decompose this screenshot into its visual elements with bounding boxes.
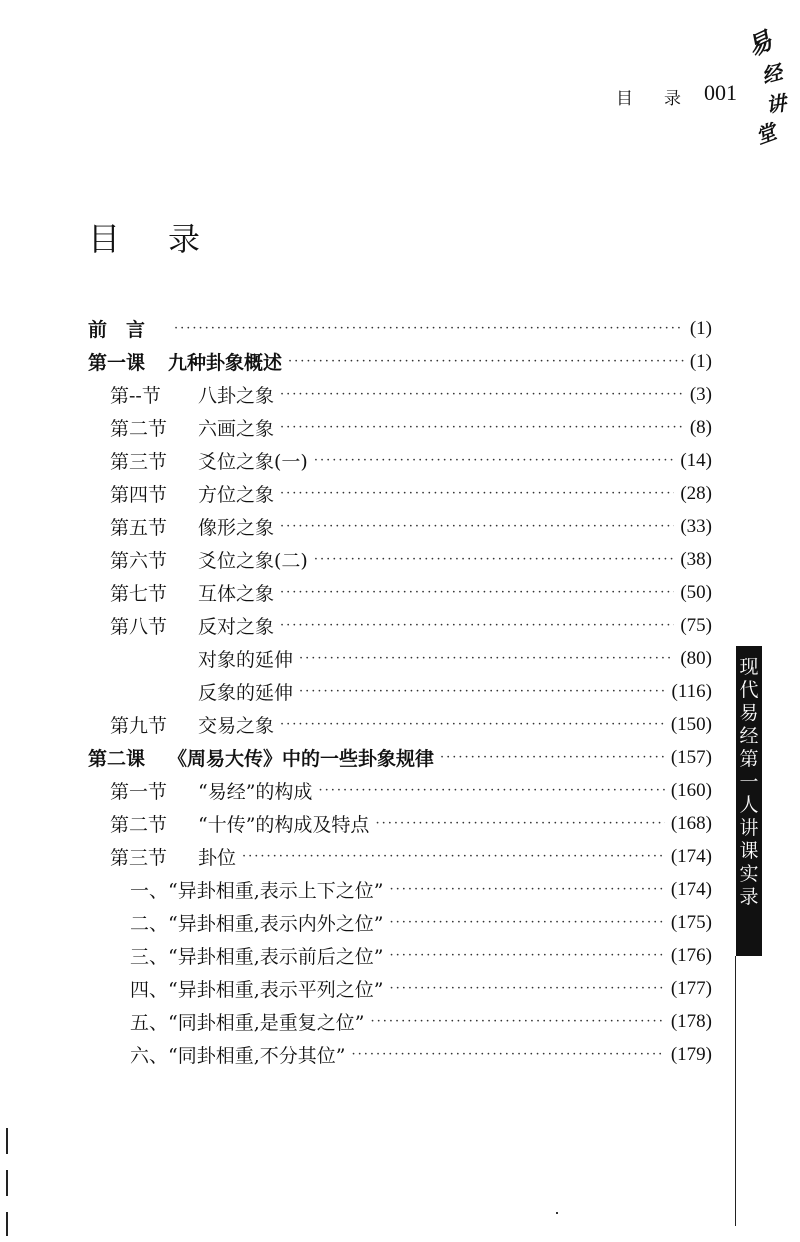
- running-header-label: 目: [616, 89, 633, 109]
- side-banner-char: 现: [739, 656, 759, 678]
- leader-dots: [280, 717, 665, 732]
- margin-mark: [6, 1212, 8, 1236]
- toc-page-number: (80): [680, 647, 712, 669]
- side-banner-char: 易: [739, 702, 759, 724]
- side-banner-char: 实: [739, 863, 759, 885]
- toc-page-number: (33): [680, 515, 712, 537]
- side-banner-char: 第: [739, 748, 759, 770]
- leader-dots: [280, 420, 684, 435]
- toc-entry-title: 六画之象: [198, 418, 275, 440]
- toc-section-number: 第五节: [110, 517, 168, 539]
- toc-entry: [88, 345, 712, 378]
- running-header-label: 录: [664, 89, 681, 109]
- toc-entry: [130, 1005, 712, 1038]
- toc-page-number: (1): [689, 317, 712, 339]
- leader-dots: [389, 948, 664, 963]
- toc-entry: [110, 840, 712, 873]
- toc-entry: [110, 708, 712, 741]
- title-char: 录: [168, 220, 203, 258]
- toc-entry-title: 八卦之象: [198, 385, 275, 407]
- toc-section-number: 第一节: [110, 781, 168, 803]
- leader-dots: [389, 882, 664, 897]
- toc-page-number: (168): [670, 812, 712, 834]
- toc-entry: [130, 1038, 712, 1071]
- toc-entry-title: “易经”的构成: [198, 781, 313, 803]
- toc-page-number: (177): [670, 977, 712, 999]
- toc-entry: [130, 939, 712, 972]
- side-banner-char: 课: [739, 840, 759, 862]
- toc-entry-title: 爻位之象(二): [198, 550, 308, 572]
- toc-entry-title: 反象的延伸: [198, 682, 294, 704]
- leader-dots: [288, 354, 684, 369]
- toc-page-number: (1): [689, 350, 712, 372]
- toc-section-number: 第四节: [110, 484, 168, 506]
- toc-entry: [198, 675, 712, 708]
- toc-entry-title: 交易之象: [198, 715, 275, 737]
- toc-section-number: 第二节: [110, 418, 168, 440]
- leader-dots: [280, 519, 674, 534]
- toc-section-number: 第一课: [88, 352, 146, 374]
- toc-entry-title: 反对之象: [198, 616, 275, 638]
- side-banner-char: 录: [739, 886, 759, 908]
- leader-dots: [389, 981, 664, 996]
- toc-entry: [110, 477, 712, 510]
- toc-entry: [130, 906, 712, 939]
- toc-section-number: 第八节: [110, 616, 168, 638]
- page-number: 001: [704, 80, 737, 105]
- toc-entry: [110, 576, 712, 609]
- leader-dots: [174, 321, 684, 336]
- logo-char: 讲: [764, 90, 788, 118]
- toc-section-number: 第六节: [110, 550, 168, 572]
- side-banner: [736, 646, 762, 956]
- leader-dots: [299, 651, 674, 666]
- toc-entry: [110, 609, 712, 642]
- toc-entry: [110, 444, 712, 477]
- toc-entry-title: 像形之象: [198, 517, 275, 539]
- toc-section-number: 第七节: [110, 583, 168, 605]
- toc-entry-title: 互体之象: [198, 583, 275, 605]
- toc-page-number: (174): [670, 845, 712, 867]
- toc-entry: [198, 642, 712, 675]
- side-banner-char: 一: [739, 771, 759, 793]
- margin-mark: [6, 1128, 8, 1154]
- side-rule: [735, 956, 736, 1226]
- toc-entry: [130, 972, 712, 1005]
- toc-page-number: (176): [670, 944, 712, 966]
- toc-section-number: 前 言: [88, 319, 146, 341]
- toc-page-number: (116): [671, 680, 712, 702]
- margin-mark: [6, 1170, 8, 1196]
- toc-section-number: 第二节: [110, 814, 168, 836]
- side-banner-char: 代: [739, 679, 759, 701]
- toc-section-number: 第九节: [110, 715, 168, 737]
- toc-entry-title: 一、“异卦相重,表示上下之位”: [130, 880, 384, 902]
- toc-page-number: (157): [670, 746, 712, 768]
- toc-entry: [110, 510, 712, 543]
- toc-page-number: (3): [689, 383, 712, 405]
- logo-char: 易: [742, 25, 777, 62]
- leader-dots: [242, 849, 665, 864]
- leader-dots: [314, 453, 675, 468]
- leader-dots: [375, 816, 664, 831]
- toc-section-number: 第三节: [110, 847, 168, 869]
- toc-section-number: 第--节: [110, 385, 161, 407]
- toc-page-number: (179): [670, 1043, 712, 1065]
- toc-page-number: (175): [670, 911, 712, 933]
- toc-page-number: (75): [680, 614, 712, 636]
- toc-entry: [110, 543, 712, 576]
- leader-dots: [440, 750, 665, 765]
- toc-page-number: (174): [670, 878, 712, 900]
- toc-entry-title: 九种卦象概述: [168, 352, 283, 374]
- toc-entry-title: 对象的延伸: [198, 649, 294, 671]
- toc-entry: [110, 411, 712, 444]
- toc-entry-title: 三、“异卦相重,表示前后之位”: [130, 946, 384, 968]
- toc-entry: [110, 807, 712, 840]
- toc-entry-title: 二、“异卦相重,表示内外之位”: [130, 913, 384, 935]
- leader-dots: [318, 783, 664, 798]
- toc-entry-title: 五、“同卦相重,是重复之位”: [130, 1012, 365, 1034]
- toc-entry-title: 四、“异卦相重,表示平列之位”: [130, 979, 384, 1001]
- toc-page-number: (8): [689, 416, 712, 438]
- toc-entry: [110, 378, 712, 411]
- speck: [556, 1212, 558, 1214]
- toc-entry-title: 《周易大传》中的一些卦象规律: [168, 748, 435, 770]
- toc-page-number: (160): [670, 779, 712, 801]
- toc-page-number: (38): [680, 548, 712, 570]
- leader-dots: [389, 915, 664, 930]
- toc-entry-title: 卦位: [198, 847, 237, 869]
- corner-logo: [742, 25, 794, 155]
- toc-entry-title: 六、“同卦相重,不分其位”: [130, 1045, 346, 1067]
- toc-entry-title: 爻位之象(一): [198, 451, 308, 473]
- toc-page-number: (28): [680, 482, 712, 504]
- toc-section-number: 第三节: [110, 451, 168, 473]
- toc-entry: [88, 741, 712, 774]
- side-banner-char: 讲: [739, 817, 759, 839]
- logo-char: 堂: [752, 119, 780, 149]
- toc-section-number: 第二课: [88, 748, 146, 770]
- leader-dots: [280, 387, 684, 402]
- leader-dots: [299, 684, 666, 699]
- toc-entry: [110, 774, 712, 807]
- toc-entry-title: 方位之象: [198, 484, 275, 506]
- toc-entry: [130, 873, 712, 906]
- leader-dots: [280, 618, 674, 633]
- toc-page-number: (50): [680, 581, 712, 603]
- leader-dots: [351, 1047, 664, 1062]
- leader-dots: [280, 585, 674, 600]
- leader-dots: [280, 486, 674, 501]
- side-banner-char: 经: [739, 725, 759, 747]
- side-banner-char: 人: [739, 794, 759, 816]
- toc-entry: [88, 312, 712, 345]
- toc-page-number: (178): [670, 1010, 712, 1032]
- title-char: 目: [88, 220, 123, 258]
- toc-entry-title: “十传”的构成及特点: [198, 814, 370, 836]
- leader-dots: [370, 1014, 664, 1029]
- leader-dots: [314, 552, 675, 567]
- toc-page-number: (150): [670, 713, 712, 735]
- logo-char: 经: [759, 59, 785, 89]
- toc-page-number: (14): [680, 449, 712, 471]
